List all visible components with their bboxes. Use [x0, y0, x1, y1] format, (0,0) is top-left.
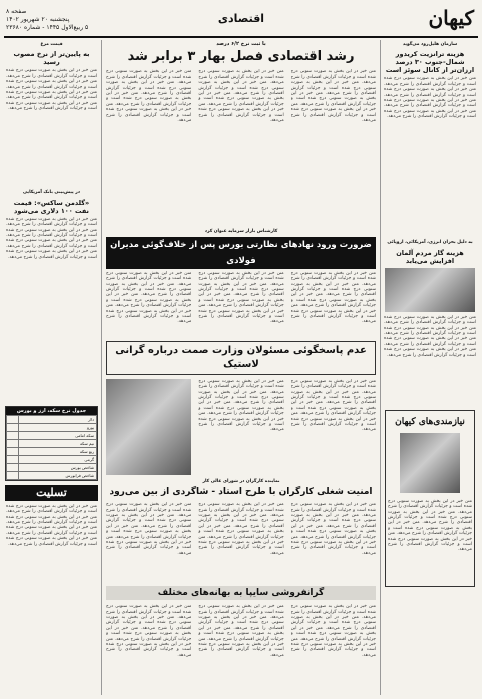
table-row: [7, 455, 97, 463]
story-kicker: نماینده کارگران در شورای عالی کار: [202, 478, 280, 484]
page-label: صفحه ۸: [6, 8, 27, 15]
rate-value: [7, 423, 19, 431]
newspaper-logo: کیهان: [428, 6, 474, 30]
story-headline: هزینه گاز مردم آلمان افزایش می‌یابد: [396, 248, 464, 265]
left-column: [4, 40, 99, 695]
rate-label: ربع سکه: [18, 447, 96, 455]
rate-label: گرمی: [18, 455, 96, 463]
classifieds-text: متن خبر در این بخش به صورت ستونی درج شده است و جزئیات گزارش اقتصادی را شرح می‌دهد. متن خبر در این بخش به صورت ستونی درج شده است و جزئیات گزارش اقتصادی را شرح می‌دهد. متن خبر در این بخش به صورت ستونی درج شده است و جزئیات گزارش اقتصادی را شرح می‌دهد. متن خبر در این بخش به صورت ستونی درج شده است و جزئیات گزارش اقتصادی را شرح می‌دهد.: [388, 498, 472, 553]
story-body-column: متن خبر در این بخش به صورت ستونی درج شده است و جزئیات گزارش اقتصادی را شرح می‌دهد. متن خبر در این بخش به صورت ستونی درج شده است و جزئیات گزارش اقتصادی را شرح می‌دهد. متن خبر در این بخش به صورت ستونی درج شده است و جزئیات گزارش اقتصادی را شرح می‌دهد. متن خبر در این بخش به صورت ستونی درج شده است و جزئیات گزارش اقتصادی را شرح می‌دهد.: [290, 502, 376, 556]
rate-value: [7, 455, 19, 463]
story-body-column: متن خبر در این بخش به صورت ستونی درج شده است و جزئیات گزارش اقتصادی را شرح می‌دهد. متن خبر در این بخش به صورت ستونی درج شده است و جزئیات گزارش اقتصادی را شرح می‌دهد. متن خبر در این بخش به صورت ستونی درج شده است و جزئیات گزارش اقتصادی را شرح می‌دهد. متن خبر در این بخش به صورت ستونی درج شده است و جزئیات گزارش اقتصادی را شرح می‌دهد.: [290, 378, 376, 433]
story-body-column: متن خبر در این بخش به صورت ستونی درج شده است و جزئیات گزارش اقتصادی را شرح می‌دهد. متن خبر در این بخش به صورت ستونی درج شده است و جزئیات گزارش اقتصادی را شرح می‌دهد. متن خبر در این بخش به صورت ستونی درج شده است و جزئیات گزارش اقتصادی را شرح می‌دهد. متن خبر در این بخش به صورت ستونی درج شده است و جزئیات گزارش اقتصادی را شرح می‌دهد.: [106, 270, 192, 325]
classifieds-image: [400, 433, 460, 493]
story-body: متن خبر در این بخش به صورت ستونی درج شده است و جزئیات گزارش اقتصادی را شرح می‌دهد. متن خبر در این بخش به صورت ستونی درج شده است و جزئیات گزارش اقتصادی را شرح می‌دهد. متن خبر در این بخش به صورت ستونی درج شده است و جزئیات گزارش اقتصادی را شرح می‌دهد. متن خبر در این بخش به صورت ستونی درج شده است و جزئیات گزارش اقتصادی را شرح می‌دهد.: [6, 216, 97, 260]
main-headline: رشد اقتصادی فصل بهار ۳ برابر شد: [127, 49, 355, 65]
story-body-column: متن خبر در این بخش به صورت ستونی درج شده است و جزئیات گزارش اقتصادی را شرح می‌دهد. متن خبر در این بخش به صورت ستونی درج شده است و جزئیات گزارش اقتصادی را شرح می‌دهد. متن خبر در این بخش به صورت ستونی درج شده است و جزئیات گزارش اقتصادی را شرح می‌دهد. متن خبر در این بخش به صورت ستونی درج شده است و جزئیات گزارش اقتصادی را شرح می‌دهد.: [198, 69, 284, 124]
condolence-text: متن خبر در این بخش به صورت ستونی درج شده است و جزئیات گزارش اقتصادی را شرح می‌دهد. متن خبر در این بخش به صورت ستونی درج شده است و جزئیات گزارش اقتصادی را شرح می‌دهد. متن خبر در این بخش به صورت ستونی درج شده است و جزئیات گزارش اقتصادی را شرح می‌دهد. متن خبر در این بخش به صورت ستونی درج شده است و جزئیات گزارش اقتصادی را شرح می‌دهد.: [6, 503, 97, 547]
rate-label: شاخص فرابورس: [18, 471, 96, 479]
column-rule: [101, 40, 102, 695]
story-photo: [106, 379, 191, 475]
table-row: [7, 447, 97, 455]
story-body-column: متن خبر در این بخش به صورت ستونی درج شده است و جزئیات گزارش اقتصادی را شرح می‌دهد. متن خبر در این بخش به صورت ستونی درج شده است و جزئیات گزارش اقتصادی را شرح می‌دهد. متن خبر در این بخش به صورت ستونی درج شده است و جزئیات گزارش اقتصادی را شرح می‌دهد. متن خبر در این بخش به صورت ستونی درج شده است و جزئیات گزارش اقتصادی را شرح می‌دهد.: [198, 378, 284, 433]
table-row: [7, 463, 97, 471]
story-body-column: متن خبر در این بخش به صورت ستونی درج شده است و جزئیات گزارش اقتصادی را شرح می‌دهد. متن خبر در این بخش به صورت ستونی درج شده است و جزئیات گزارش اقتصادی را شرح می‌دهد. متن خبر در این بخش به صورت ستونی درج شده است و جزئیات گزارش اقتصادی را شرح می‌دهد. متن خبر در این بخش به صورت ستونی درج شده است و جزئیات گزارش اقتصادی را شرح می‌دهد.: [290, 69, 376, 124]
story-kicker: قیمت مرغ: [40, 42, 63, 47]
rates-table: [6, 415, 97, 480]
story-body-column: متن خبر در این بخش به صورت ستونی درج شده است و جزئیات گزارش اقتصادی را شرح می‌دهد. متن خبر در این بخش به صورت ستونی درج شده است و جزئیات گزارش اقتصادی را شرح می‌دهد. متن خبر در این بخش به صورت ستونی درج شده است و جزئیات گزارش اقتصادی را شرح می‌دهد. متن خبر در این بخش به صورت ستونی درج شده است و جزئیات گزارش اقتصادی را شرح می‌دهد.: [290, 270, 376, 325]
rate-label: شاخص بورس: [18, 463, 96, 471]
story-body-column: متن خبر در این بخش به صورت ستونی درج شده است و جزئیات گزارش اقتصادی را شرح می‌دهد. متن خبر در این بخش به صورت ستونی درج شده است و جزئیات گزارش اقتصادی را شرح می‌دهد. متن خبر در این بخش به صورت ستونی درج شده است و جزئیات گزارش اقتصادی را شرح می‌دهد. متن خبر در این بخش به صورت ستونی درج شده است و جزئیات گزارش اقتصادی را شرح می‌دهد.: [106, 604, 192, 658]
story-kicker: در پیش‌بینی بانک آمریکایی: [22, 190, 81, 196]
rates-table-title: جدول نرخ سکه، ارز و بورس: [6, 407, 97, 415]
story-body: [104, 377, 378, 477]
section-title: اقتصادی: [217, 12, 265, 25]
story-headline: «گلدمن ساکس»: قیمت نفت ۱۰۰ دلاری می‌شود: [13, 198, 90, 215]
story-body: متن خبر در این بخش به صورت ستونی درج شده است و جزئیات گزارش اقتصادی را شرح می‌دهد. متن خبر در این بخش به صورت ستونی درج شده است و جزئیات گزارش اقتصادی را شرح می‌دهد. متن خبر در این بخش به صورت ستونی درج شده است و جزئیات گزارش اقتصادی را شرح می‌دهد. متن خبر در این بخش به صورت ستونی درج شده است و جزئیات گزارش اقتصادی را شرح می‌دهد.: [384, 314, 476, 358]
story-headline: گرانفروشی سایپا به بهانه‌های مختلف: [106, 586, 376, 600]
table-row: [7, 423, 97, 431]
right-column: [382, 40, 478, 695]
story-body-column: متن خبر در این بخش به صورت ستونی درج شده است و جزئیات گزارش اقتصادی را شرح می‌دهد. متن خبر در این بخش به صورت ستونی درج شده است و جزئیات گزارش اقتصادی را شرح می‌دهد. متن خبر در این بخش به صورت ستونی درج شده است و جزئیات گزارش اقتصادی را شرح می‌دهد. متن خبر در این بخش به صورت ستونی درج شده است و جزئیات گزارش اقتصادی را شرح می‌دهد.: [198, 604, 284, 658]
rate-value: [7, 439, 19, 447]
condolence-title: تسلیت: [5, 485, 98, 501]
rate-label: نیم سکه: [18, 439, 96, 447]
story-body-column: متن خبر در این بخش به صورت ستونی درج شده است و جزئیات گزارش اقتصادی را شرح می‌دهد. متن خبر در این بخش به صورت ستونی درج شده است و جزئیات گزارش اقتصادی را شرح می‌دهد. متن خبر در این بخش به صورت ستونی درج شده است و جزئیات گزارش اقتصادی را شرح می‌دهد. متن خبر در این بخش به صورت ستونی درج شده است و جزئیات گزارش اقتصادی را شرح می‌دهد.: [198, 270, 284, 325]
rate-value: [7, 471, 19, 479]
story-headline: عدم پاسخگوئی مسئولان وزارت صمت درباره گرانی لاستیک: [106, 341, 376, 375]
story-body-column: متن خبر در این بخش به صورت ستونی درج شده است و جزئیات گزارش اقتصادی را شرح می‌دهد. متن خبر در این بخش به صورت ستونی درج شده است و جزئیات گزارش اقتصادی را شرح می‌دهد. متن خبر در این بخش به صورت ستونی درج شده است و جزئیات گزارش اقتصادی را شرح می‌دهد. متن خبر در این بخش به صورت ستونی درج شده است و جزئیات گزارش اقتصادی را شرح می‌دهد.: [290, 604, 376, 658]
rate-value: [7, 431, 19, 439]
issue-info: [6, 8, 88, 32]
story-headline: امنیت شغلی کارگران با طرح استاد - شاگردی از بین می‌رود: [109, 487, 373, 498]
story-body: متن خبر در این بخش به صورت ستونی درج شده است و جزئیات گزارش اقتصادی را شرح می‌دهد. متن خبر در این بخش به صورت ستونی درج شده است و جزئیات گزارش اقتصادی را شرح می‌دهد. متن خبر در این بخش به صورت ستونی درج شده است و جزئیات گزارش اقتصادی را شرح می‌دهد. متن خبر در این بخش به صورت ستونی درج شده است و جزئیات گزارش اقتصادی را شرح می‌دهد.: [384, 76, 476, 120]
rate-label: سکه امامی: [18, 431, 96, 439]
story-body-column: متن خبر در این بخش به صورت ستونی درج شده است و جزئیات گزارش اقتصادی را شرح می‌دهد. متن خبر در این بخش به صورت ستونی درج شده است و جزئیات گزارش اقتصادی را شرح می‌دهد. متن خبر در این بخش به صورت ستونی درج شده است و جزئیات گزارش اقتصادی را شرح می‌دهد. متن خبر در این بخش به صورت ستونی درج شده است و جزئیات گزارش اقتصادی را شرح می‌دهد.: [198, 502, 284, 556]
story-body-column: متن خبر در این بخش به صورت ستونی درج شده است و جزئیات گزارش اقتصادی را شرح می‌دهد. متن خبر در این بخش به صورت ستونی درج شده است و جزئیات گزارش اقتصادی را شرح می‌دهد. متن خبر در این بخش به صورت ستونی درج شده است و جزئیات گزارش اقتصادی را شرح می‌دهد. متن خبر در این بخش به صورت ستونی درج شده است و جزئیات گزارش اقتصادی را شرح می‌دهد.: [106, 502, 192, 556]
story-photo: [385, 268, 475, 312]
story-body-column: متن خبر در این بخش به صورت ستونی درج شده است و جزئیات گزارش اقتصادی را شرح می‌دهد. متن خبر در این بخش به صورت ستونی درج شده است و جزئیات گزارش اقتصادی را شرح می‌دهد. متن خبر در این بخش به صورت ستونی درج شده است و جزئیات گزارش اقتصادی را شرح می‌دهد. متن خبر در این بخش به صورت ستونی درج شده است و جزئیات گزارش اقتصادی را شرح می‌دهد.: [106, 69, 192, 124]
column-rule: [380, 40, 381, 695]
story-headline: به پایین‌تر از نرخ مصوب رسید: [13, 50, 90, 67]
rate-label: دلار: [18, 415, 96, 423]
rate-label: یورو: [18, 423, 96, 431]
rate-value: [7, 463, 19, 471]
table-row: [7, 415, 97, 423]
classifieds-box: [385, 410, 475, 587]
table-row: [7, 431, 97, 439]
center-area: [104, 40, 378, 695]
story-body: متن خبر در این بخش به صورت ستونی درج شده است و جزئیات گزارش اقتصادی را شرح می‌دهد. متن خبر در این بخش به صورت ستونی درج شده است و جزئیات گزارش اقتصادی را شرح می‌دهد. متن خبر در این بخش به صورت ستونی درج شده است و جزئیات گزارش اقتصادی را شرح می‌دهد. متن خبر در این بخش به صورت ستونی درج شده است و جزئیات گزارش اقتصادی را شرح می‌دهد.: [6, 68, 97, 112]
issue-number: ۵ ربیع‌الاول ۱۴۴۵ - شماره ۲۳۶۸۰: [6, 24, 89, 31]
page-header: [4, 6, 478, 38]
rate-value: [7, 447, 19, 455]
story-kicker: به دلیل بحران انرژی، آمریکائی، اروپائی: [387, 240, 473, 246]
date-line: پنجشنبه ۲۰ شهریور ۱۴۰۲: [6, 16, 70, 23]
story-body: [104, 602, 378, 682]
story-body: [104, 269, 378, 339]
rates-table-box: [5, 406, 98, 481]
classifieds-title: نیازمندی‌های کیهان: [395, 416, 465, 427]
story-headline: هزینه ترانزیت کریدور شمال-جنوب ۳۰ درصد ارزان‌تر از کانال سوئز است: [385, 50, 475, 75]
story-headline: ضرورت ورود نهادهای نظارتی بورس پس از خلاف‌گوئی مدیران فولادی: [106, 237, 376, 269]
story-kicker: سازمان هلیل‌رود می‌گوید: [402, 42, 458, 47]
rate-value: [7, 415, 19, 423]
table-row: [7, 439, 97, 447]
story-body: [104, 500, 378, 584]
story-kicker: کارشناس بازار سرمایه عنوان کرد: [204, 229, 278, 235]
lead-kicker: با ثبت نرخ ۶/۲ درصد: [216, 41, 266, 47]
table-row: [7, 471, 97, 479]
lead-story-body: [104, 67, 378, 227]
